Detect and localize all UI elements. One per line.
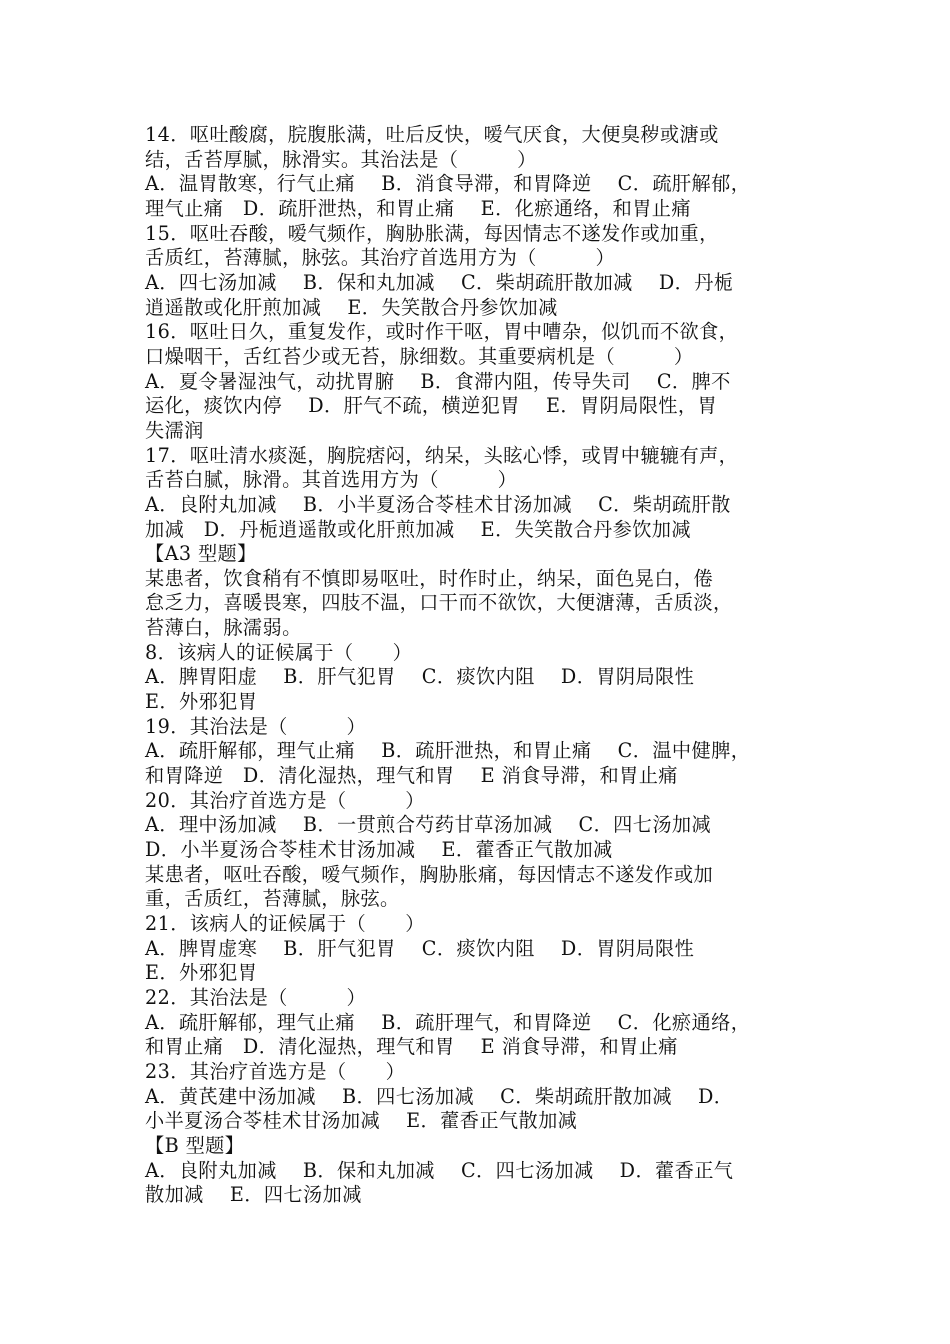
- text-line: 运化，痰饮内停 D．肝气不疏，横逆犯胃 E．胃阴局限性，胃: [145, 394, 718, 418]
- text-line: 重，舌质红，苔薄腻，脉弦。: [145, 887, 400, 911]
- text-line: 小半夏汤合苓桂术甘汤加减 E．藿香正气散加减: [145, 1109, 578, 1133]
- text-line: 14．呕吐酸腐，脘腹胀满，吐后反快，嗳气厌食，大便臭秽或溏或: [145, 123, 719, 146]
- text-line: A．脾胃虚寒 B．肝气犯胃 C．痰饮内阻 D．胃阴局限性: [145, 936, 695, 960]
- text-line: A．疏肝解郁，理气止痛 B．疏肝理气，和胃降逆 C．化瘀通络，: [145, 1010, 751, 1034]
- section-heading: 【A3 型题】: [145, 542, 257, 566]
- text-line: 某患者，呕吐吞酸，嗳气频作，胸胁胀痛，每因情志不遂发作或加: [145, 862, 714, 886]
- text-line: 和胃降逆 D．清化湿热，理气和胃 E 消食导滞，和胃止痛: [145, 764, 678, 788]
- document-body: [145, 123, 825, 1208]
- text-line: 20．其治疗首选方是（ ）: [145, 788, 425, 812]
- text-line: 加减 D．丹栀逍遥散或化肝煎加减 E．失笑散合丹参饮加减: [145, 517, 691, 541]
- text-line: 16．呕吐日久，重复发作，或时作干呕，胃中嘈杂，似饥而不欲食，: [145, 320, 739, 344]
- text-line: 21．该病人的证候属于（ ）: [145, 912, 425, 935]
- text-line: A．夏令暑湿浊气，动扰胃腑 B．食滞内阻，传导失司 C．脾不: [145, 369, 731, 393]
- text-line: 口燥咽干，舌红苔少或无苔，脉细数。其重要病机是（ ）: [145, 344, 694, 368]
- text-line: A．良附丸加减 B．小半夏汤合苓桂术甘汤加减 C．柴胡疏肝散: [145, 492, 731, 516]
- text-line: 22．其治法是（ ）: [145, 985, 367, 1009]
- text-line: 怠乏力，喜暖畏寒，四肢不温，口干而不欲饮，大便溏薄，舌质淡，: [145, 591, 733, 615]
- text-line: 逍遥散或化肝煎加减 E．失笑散合丹参饮加减: [145, 295, 558, 319]
- text-line: 8．该病人的证候属于（ ）: [145, 640, 413, 664]
- text-line: A．疏肝解郁，理气止痛 B．疏肝泄热，和胃止痛 C．温中健脾，: [145, 739, 751, 763]
- text-line: A．脾胃阳虚 B．肝气犯胃 C．痰饮内阻 D．胃阴局限性: [145, 665, 695, 689]
- text-line: 失濡润: [145, 418, 204, 442]
- text-line: A．黄芪建中汤加减 B．四七汤加减 C．柴胡疏肝散加减 D．: [145, 1084, 734, 1108]
- text-line: 23．其治疗首选方是（ ）: [145, 1059, 406, 1083]
- text-line: A．温胃散寒，行气止痛 B．消食导滞，和胃降逆 C．疏肝解郁，: [145, 172, 751, 196]
- text-line: 理气止痛 D．疏肝泄热，和胃止痛 E．化瘀通络，和胃止痛: [145, 196, 691, 220]
- section-heading: 【B 型题】: [145, 1133, 245, 1157]
- text-line: 15．呕吐吞酸，嗳气频作，胸胁胀满，每因情志不遂发作或加重，: [145, 221, 719, 245]
- text-line: 17．呕吐清水痰涎，胸脘痞闷，纳呆，头眩心悸，或胃中辘辘有声，: [145, 443, 739, 467]
- text-line: A．四七汤加减 B．保和丸加减 C．柴胡疏肝散加减 D．丹栀: [145, 270, 734, 294]
- text-line: E．外邪犯胃: [145, 961, 258, 985]
- text-line: 结，舌苔厚腻，脉滑实。其治法是（ ）: [145, 147, 537, 171]
- text-line: 散加减 E．四七汤加减: [145, 1183, 362, 1207]
- text-line: 舌质红，苔薄腻，脉弦。其治疗首选用方为（ ）: [145, 246, 616, 270]
- text-line: E．外邪犯胃: [145, 690, 258, 714]
- text-line: 和胃止痛 D．清化湿热，理气和胃 E 消食导滞，和胃止痛: [145, 1035, 678, 1059]
- text-line: D．小半夏汤合苓桂术甘汤加减 E．藿香正气散加减: [145, 838, 613, 862]
- text-line: A．良附丸加减 B．保和丸加减 C．四七汤加减 D．藿香正气: [145, 1158, 734, 1182]
- text-line: 19．其治法是（ ）: [145, 714, 367, 738]
- text-line: 苔薄白，脉濡弱。: [145, 616, 302, 640]
- text-line: A．理中汤加减 B．一贯煎合芍药甘草汤加减 C．四七汤加减: [145, 813, 712, 837]
- text-line: 舌苔白腻，脉滑。其首选用方为（ ）: [145, 468, 518, 492]
- text-line: 某患者，饮食稍有不慎即易呕吐，时作时止，纳呆，面色晃白，倦: [145, 566, 714, 590]
